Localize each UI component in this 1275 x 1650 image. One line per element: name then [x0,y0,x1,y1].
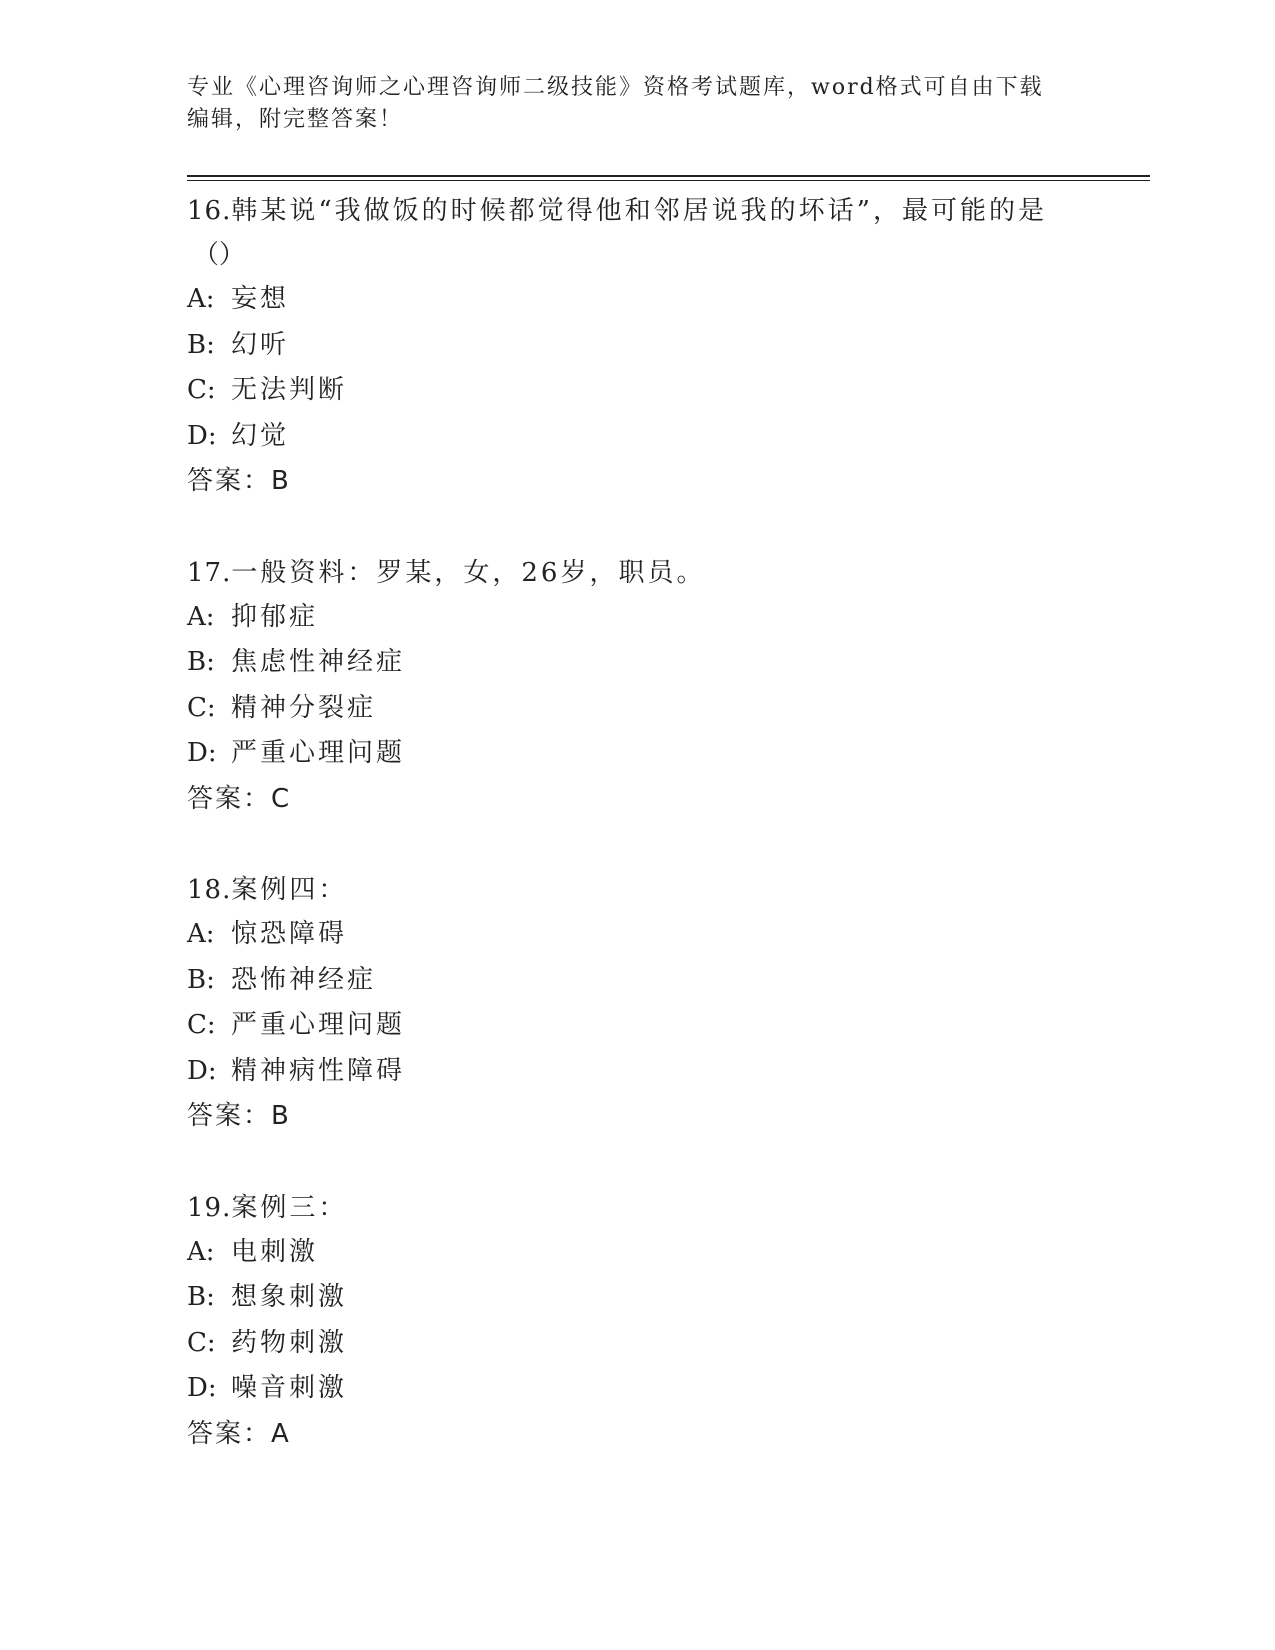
question-number: 19. [187,1192,232,1223]
option-text: 严重心理问题 [231,738,406,768]
question-stem [187,551,1087,595]
question-text: 韩某说“我做饭的时候都觉得他和邻居说我的坏话”，最可能的是 [231,196,1047,226]
option-text: 妄想 [231,284,290,314]
question-number: 17. [187,557,232,588]
header-divider-thick [187,175,1150,177]
option-b [187,1275,1087,1321]
option-text: 恐怖神经症 [231,964,377,995]
option-letter: D: [187,738,217,768]
option-letter: A: [187,601,215,632]
option-text: 抑郁症 [231,601,319,632]
option-letter: C: [187,692,216,723]
option-text: 精神分裂症 [231,692,377,723]
option-letter: C: [187,1327,216,1358]
option-text: 药物刺激 [231,1327,348,1358]
option-letter: B: [187,1282,215,1312]
header-divider-thin [187,180,1150,181]
option-text: 焦虑性神经症 [231,647,406,677]
option-text: 幻听 [231,329,290,360]
option-d [187,1366,1087,1412]
option-letter: A: [187,284,215,314]
option-c [187,368,1087,414]
answer-blank: （） [193,240,246,270]
question-17 [187,551,1087,823]
option-letter: D: [187,1055,217,1086]
answer-line: 答案：A [187,1418,291,1449]
option-letter: D: [187,420,217,451]
option-text: 电刺激 [231,1236,319,1267]
option-c [187,1003,1087,1049]
question-18 [187,868,1087,1140]
option-text: 精神病性障碍 [231,1055,406,1086]
option-letter: C: [187,1010,216,1040]
option-d [187,1049,1087,1095]
option-letter: A: [187,919,215,949]
document-header: 专业《心理咨询师之心理咨询师二级技能》资格考试题库，word格式可自由下载编辑，附完整答案！ [187,75,1044,132]
question-text: 案例四： [231,875,348,905]
answer-line: 答案：B [187,466,291,496]
option-letter: D: [187,1373,217,1403]
answer-line: 答案：B [187,1101,291,1131]
option-b [187,323,1087,369]
question-16 [187,189,1087,505]
answer-line: 答案：C [187,783,292,814]
option-a [187,1230,1087,1276]
option-text: 惊恐障碍 [231,919,348,949]
option-text: 想象刺激 [231,1282,348,1312]
option-letter: B: [187,647,215,677]
question-stem [187,868,1087,912]
option-letter: A: [187,1236,215,1267]
option-a [187,595,1087,641]
question-stem [187,189,1087,233]
question-text: 案例三： [231,1192,348,1223]
option-text: 严重心理问题 [231,1010,406,1040]
option-a [187,912,1087,958]
option-b [187,640,1087,686]
option-d [187,414,1087,460]
question-stem [187,1186,1087,1230]
option-text: 幻觉 [231,420,290,451]
question-number: 18. [187,875,232,905]
question-19 [187,1186,1087,1458]
option-c [187,686,1087,732]
option-text: 噪音刺激 [231,1373,348,1403]
question-list [187,189,1087,1503]
question-number: 16. [187,196,232,226]
option-c [187,1321,1087,1367]
option-text: 无法判断 [231,375,348,405]
option-letter: B: [187,329,215,360]
option-letter: B: [187,964,215,995]
option-d [187,731,1087,777]
option-a [187,277,1087,323]
option-letter: C: [187,375,216,405]
option-b [187,958,1087,1004]
question-text: 一般资料：罗某，女，26岁，职员。 [231,557,706,588]
